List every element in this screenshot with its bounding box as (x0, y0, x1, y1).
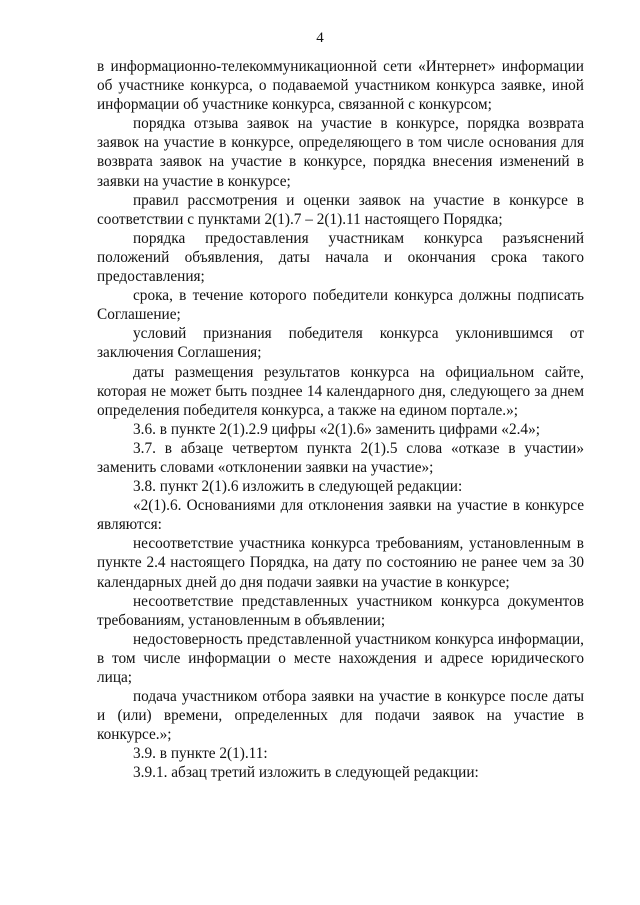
paragraph-6: условий признания победителя конкурса уклонившимся от заключения Соглашения; (97, 325, 584, 362)
paragraph-9: 3.7. в абзаце четвертом пункта 2(1).5 слова «отказе в участии» заменить словами «отклонении заявки на участие»; (97, 439, 584, 476)
paragraph-2: порядка отзыва заявок на участие в конкурсе, порядка возврата заявок на участие в конкурсе, определяющего в том числе основания для возврата заявок на участие в конкурсе, порядка внесения изменений в заявки на участие в конкурсе; (97, 115, 584, 190)
paragraph-4: порядка предоставления участникам конкурса разъяснений положений объявления, даты начала и окончания срока такого предоставления; (97, 229, 584, 286)
paragraph-8: 3.6. в пункте 2(1).2.9 цифры «2(1).6» заменить цифрами «2.4»; (133, 420, 540, 438)
paragraph-16: 3.9. в пункте 2(1).11: (133, 745, 268, 763)
paragraph-17: 3.9.1. абзац третий изложить в следующей редакции: (133, 764, 479, 782)
paragraph-7: даты размещения результатов конкурса на официальном сайте, которая не может быть позднее 14 календарного дня, следующего за днем определения победителя конкурса, а также на едином портале.»; (97, 363, 584, 419)
paragraph-5: срока, в течение которого победители конкурса должны подписать Соглашение; (97, 287, 584, 324)
paragraph-11: «2(1).6. Основаниями для отклонения заявки на участие в конкурсе являются: (97, 497, 584, 534)
paragraph-3: правил рассмотрения и оценки заявок на участие в конкурсе в соответствии с пунктами 2(1).7 – 2(1).11 настоящего Порядка; (97, 191, 584, 228)
paragraph-15: подача участником отбора заявки на участие в конкурсе после даты и (или) времени, определенных для подачи заявок на участие в конкурсе.»; (97, 688, 584, 744)
paragraph-10: 3.8. пункт 2(1).6 изложить в следующей редакции: (133, 478, 463, 496)
document-body (97, 57, 584, 783)
paragraph-1: в информационно-телекоммуникационной сети «Интернет» информации об участнике конкурса, о подаваемой участником конкурса заявке, иной информации об участнике конкурса, связанной с конкурсом; (97, 58, 584, 114)
paragraph-14: недостоверность представленной участником конкурса информации, в том числе информации о месте нахождения и адресе юридического лица; (97, 630, 584, 686)
paragraph-13: несоответствие представленных участником конкурса документов требованиям, установленным в объявлении; (97, 592, 584, 629)
page-number: 4 (316, 30, 324, 46)
paragraph-12: несоответствие участника конкурса требованиям, установленным в пункте 2.4 настоящего Порядка, на дату по состоянию не ранее чем за 30 календарных дней до дня подачи заявки на участие в конкурсе; (97, 535, 584, 591)
